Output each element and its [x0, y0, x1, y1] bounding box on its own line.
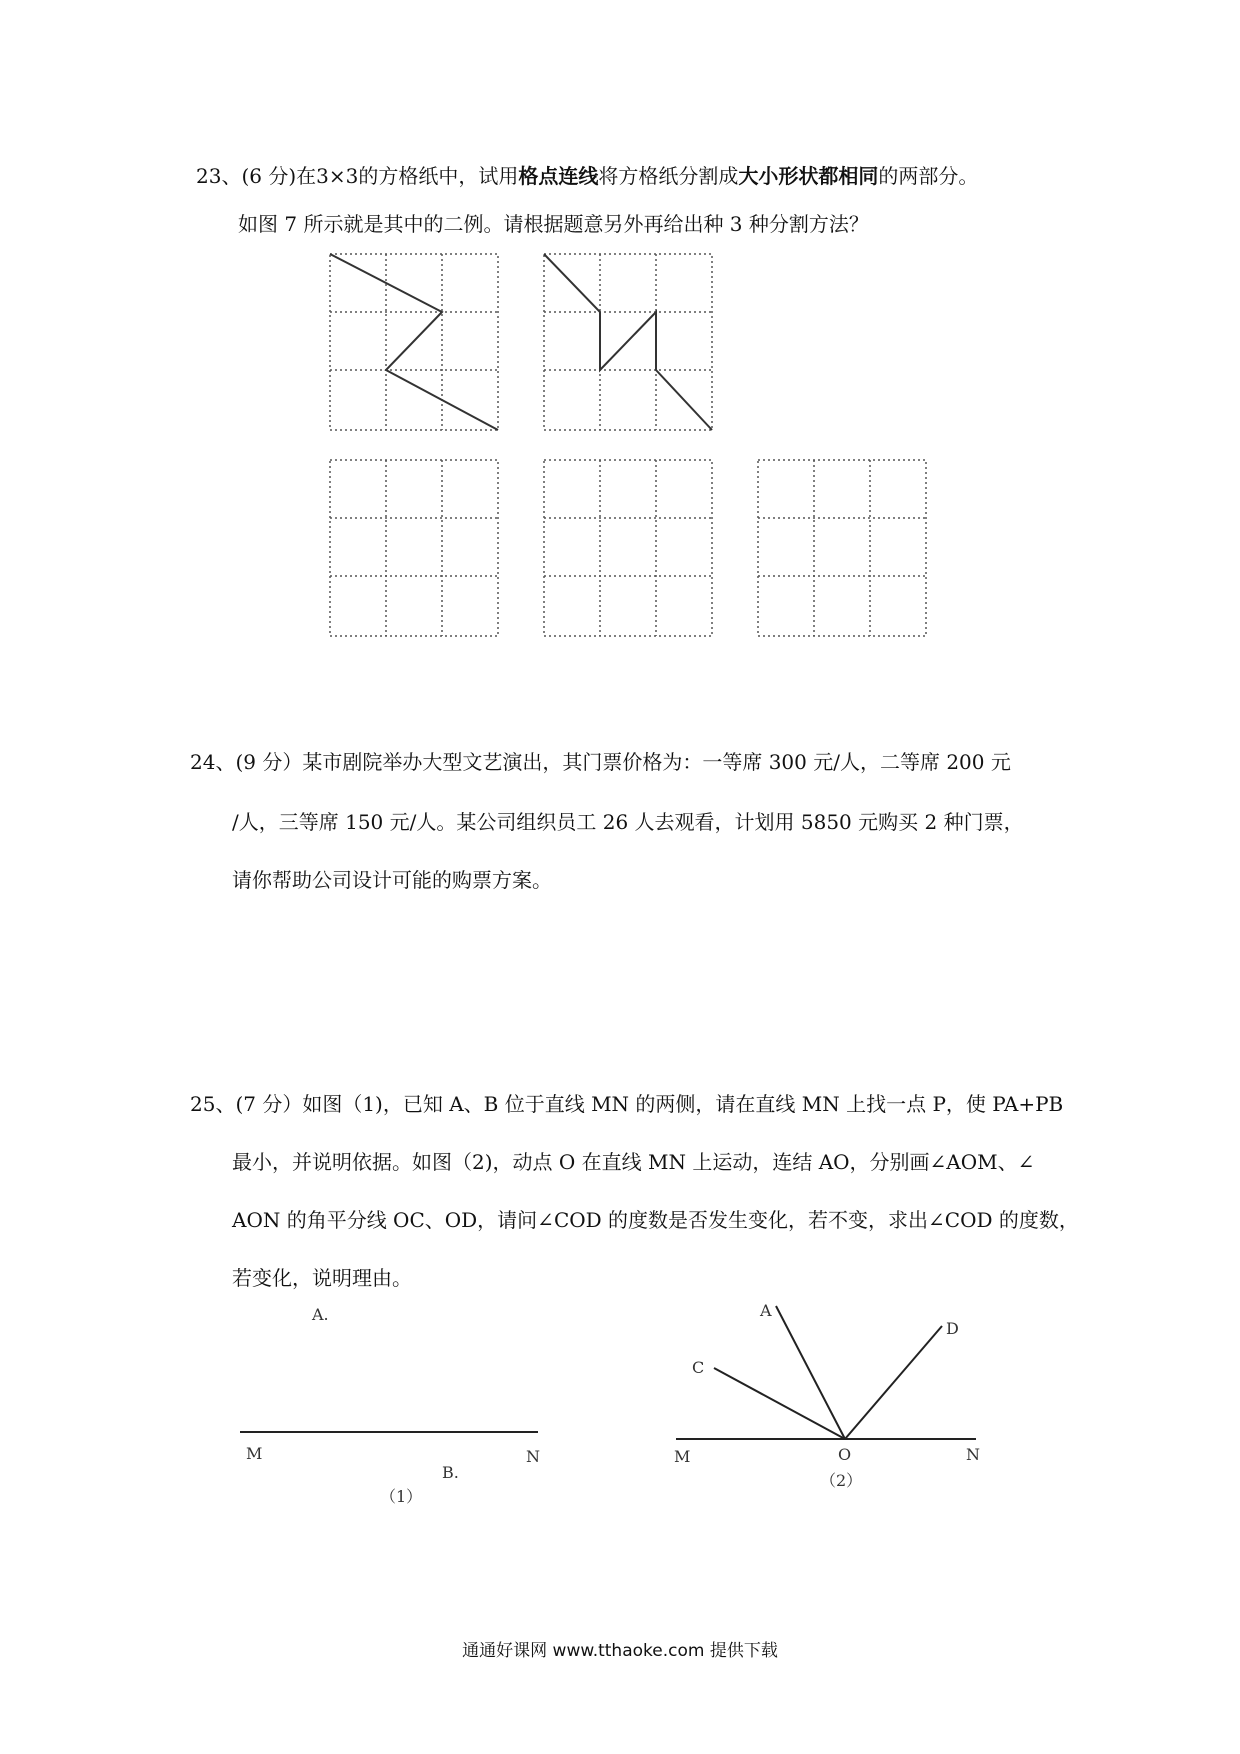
answer-grid-1[interactable]: [330, 460, 498, 636]
q25-line1: 25、(7 分）如图（1)，已知 A、B 位于直线 MN 的两侧，请在直线 MN 上找一点 P，使 PA+PB: [190, 1092, 1064, 1116]
figure-2: [674, 1301, 980, 1490]
fig2-label-d: D: [946, 1319, 959, 1338]
fig1-label-n: N: [526, 1447, 540, 1466]
q23-text-e: 的两部分。: [878, 164, 979, 188]
fig2-ray-oa: [776, 1306, 845, 1439]
split-line-example-2: [544, 254, 712, 430]
q23-text-a: 23、(6 分)在3×3的方格纸中，试用: [196, 164, 519, 188]
fig1-caption: （1）: [380, 1487, 423, 1506]
fig2-caption: （2）: [820, 1471, 863, 1490]
q23-text-c: 将方格纸分割成: [598, 164, 739, 188]
page-footer: 通通好课网 www.tthaoke.com 提供下载: [462, 1641, 778, 1661]
answer-grid-2[interactable]: [544, 460, 712, 636]
q24-line1: 24、(9 分）某市剧院举办大型文艺演出，其门票价格为：一等席 300 元/人，二等席 200 元: [190, 750, 1011, 774]
q25-line2: 最小，并说明依据。如图（2)，动点 O 在直线 MN 上运动，连结 AO，分别画∠AOM、∠: [232, 1150, 1035, 1174]
split-line-example-1: [330, 254, 498, 430]
q23-line2: 如图 7 所示就是其中的二例。请根据题意另外再给出种 3 种分割方法？: [238, 212, 869, 236]
fig2-label-c: C: [692, 1358, 705, 1377]
fig1-label-m: M: [246, 1444, 263, 1463]
figure-1: [240, 1305, 540, 1506]
answer-grid-3[interactable]: [758, 460, 926, 636]
fig2-label-a: A: [760, 1301, 772, 1320]
fig1-label-b: B.: [442, 1463, 459, 1482]
fig2-ray-oc: [714, 1368, 845, 1439]
q24-line3: 请你帮助公司设计可能的购票方案。: [232, 868, 552, 892]
fig2-label-o: O: [838, 1445, 852, 1464]
fig2-label-m: M: [674, 1447, 691, 1466]
q25-line3: AON 的角平分线 OC、OD，请问∠COD 的度数是否发生变化，若不变，求出∠COD 的度数，: [232, 1208, 1079, 1232]
q23-bold-same-shape: 大小形状都相同: [738, 164, 879, 188]
fig2-ray-od: [845, 1326, 942, 1439]
q23-bold-lattice: 格点连线: [518, 164, 599, 188]
q25-line4: 若变化，说明理由。: [232, 1266, 412, 1290]
fig1-label-a: A.: [312, 1305, 329, 1324]
q24-line2: /人，三等席 150 元/人。某公司组织员工 26 人去观看，计划用 5850 元购买 2 种门票，: [232, 810, 1024, 834]
fig2-label-n: N: [966, 1445, 980, 1464]
